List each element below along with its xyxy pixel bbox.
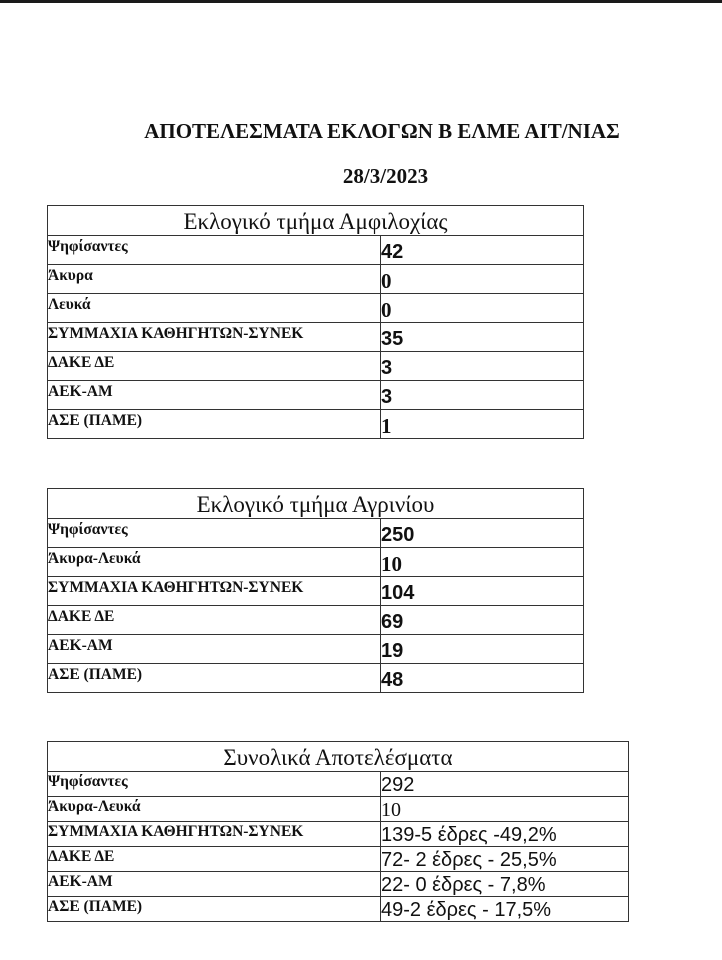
row-value: 3 xyxy=(381,381,584,410)
row-value: 48 xyxy=(381,664,584,693)
row-value: 19 xyxy=(381,635,584,664)
row-label: Ψηφίσαντες xyxy=(48,236,381,265)
results-table-agrinio xyxy=(47,488,584,693)
row-value: 10 xyxy=(381,797,629,822)
row-value: 49-2 έδρες - 17,5% xyxy=(381,897,629,922)
table-row xyxy=(48,577,584,606)
table-row xyxy=(48,410,584,439)
row-label: ΑΣΕ (ΠΑΜΕ) xyxy=(48,664,381,693)
row-value: 104 xyxy=(381,577,584,606)
table-heading: Συνολικά Αποτελέσματα xyxy=(48,742,629,772)
row-value: 42 xyxy=(381,236,584,265)
row-label: Άκυρα-Λευκά xyxy=(48,548,381,577)
row-label: ΑΣΕ (ΠΑΜΕ) xyxy=(48,897,381,922)
table-row xyxy=(48,772,629,797)
results-table-totals xyxy=(47,741,629,922)
table-heading: Εκλογικό τμήμα Αμφιλοχίας xyxy=(48,206,584,236)
table-row xyxy=(48,548,584,577)
table-row xyxy=(48,294,584,323)
row-value: 292 xyxy=(381,772,629,797)
row-label: ΑΕΚ-ΑΜ xyxy=(48,635,381,664)
row-value: 22- 0 έδρες - 7,8% xyxy=(381,872,629,897)
table-row xyxy=(48,236,584,265)
row-value: 10 xyxy=(381,548,584,577)
row-value: 1 xyxy=(381,410,584,439)
row-value: 250 xyxy=(381,519,584,548)
table-row xyxy=(48,872,629,897)
table-row xyxy=(48,381,584,410)
document-title: ΑΠΟΤΕΛΕΣΜΑΤΑ ΕΚΛΟΓΩΝ Β ΕΛΜΕ ΑΙΤ/ΝΙΑΣ xyxy=(144,119,620,143)
results-table-amfilochia xyxy=(47,205,584,439)
row-label: Άκυρα-Λευκά xyxy=(48,797,381,822)
table-row xyxy=(48,519,584,548)
table-row xyxy=(48,352,584,381)
row-value: 3 xyxy=(381,352,584,381)
row-label: Ψηφίσαντες xyxy=(48,519,381,548)
table-row xyxy=(48,664,584,693)
table-row xyxy=(48,797,629,822)
row-label: ΑΕΚ-ΑΜ xyxy=(48,381,381,410)
row-value: 139-5 έδρες -49,2% xyxy=(381,822,629,847)
row-label: ΑΕΚ-ΑΜ xyxy=(48,872,381,897)
table-row xyxy=(48,847,629,872)
row-value: 35 xyxy=(381,323,584,352)
row-value: 72- 2 έδρες - 25,5% xyxy=(381,847,629,872)
row-value: 69 xyxy=(381,606,584,635)
table-row xyxy=(48,897,629,922)
row-value: 0 xyxy=(381,294,584,323)
row-label: ΔΑΚΕ ΔΕ xyxy=(48,606,381,635)
row-label: Άκυρα xyxy=(48,265,381,294)
row-label: ΣΥΜΜΑΧΙΑ ΚΑΘΗΓΗΤΩΝ-ΣΥΝΕΚ xyxy=(48,577,381,606)
top-edge-bar xyxy=(0,0,722,3)
table-heading: Εκλογικό τμήμα Αγρινίου xyxy=(48,489,584,519)
row-label: ΔΑΚΕ ΔΕ xyxy=(48,847,381,872)
row-label: ΑΣΕ (ΠΑΜΕ) xyxy=(48,410,381,439)
row-label: ΔΑΚΕ ΔΕ xyxy=(48,352,381,381)
row-value: 0 xyxy=(381,265,584,294)
table-row xyxy=(48,822,629,847)
document-date: 28/3/2023 xyxy=(342,164,429,188)
row-label: Λευκά xyxy=(48,294,381,323)
table-row xyxy=(48,323,584,352)
row-label: Ψηφίσαντες xyxy=(48,772,381,797)
row-label: ΣΥΜΜΑΧΙΑ ΚΑΘΗΓΗΤΩΝ-ΣΥΝΕΚ xyxy=(48,822,381,847)
table-row xyxy=(48,606,584,635)
table-row xyxy=(48,635,584,664)
table-row xyxy=(48,265,584,294)
row-label: ΣΥΜΜΑΧΙΑ ΚΑΘΗΓΗΤΩΝ-ΣΥΝΕΚ xyxy=(48,323,381,352)
